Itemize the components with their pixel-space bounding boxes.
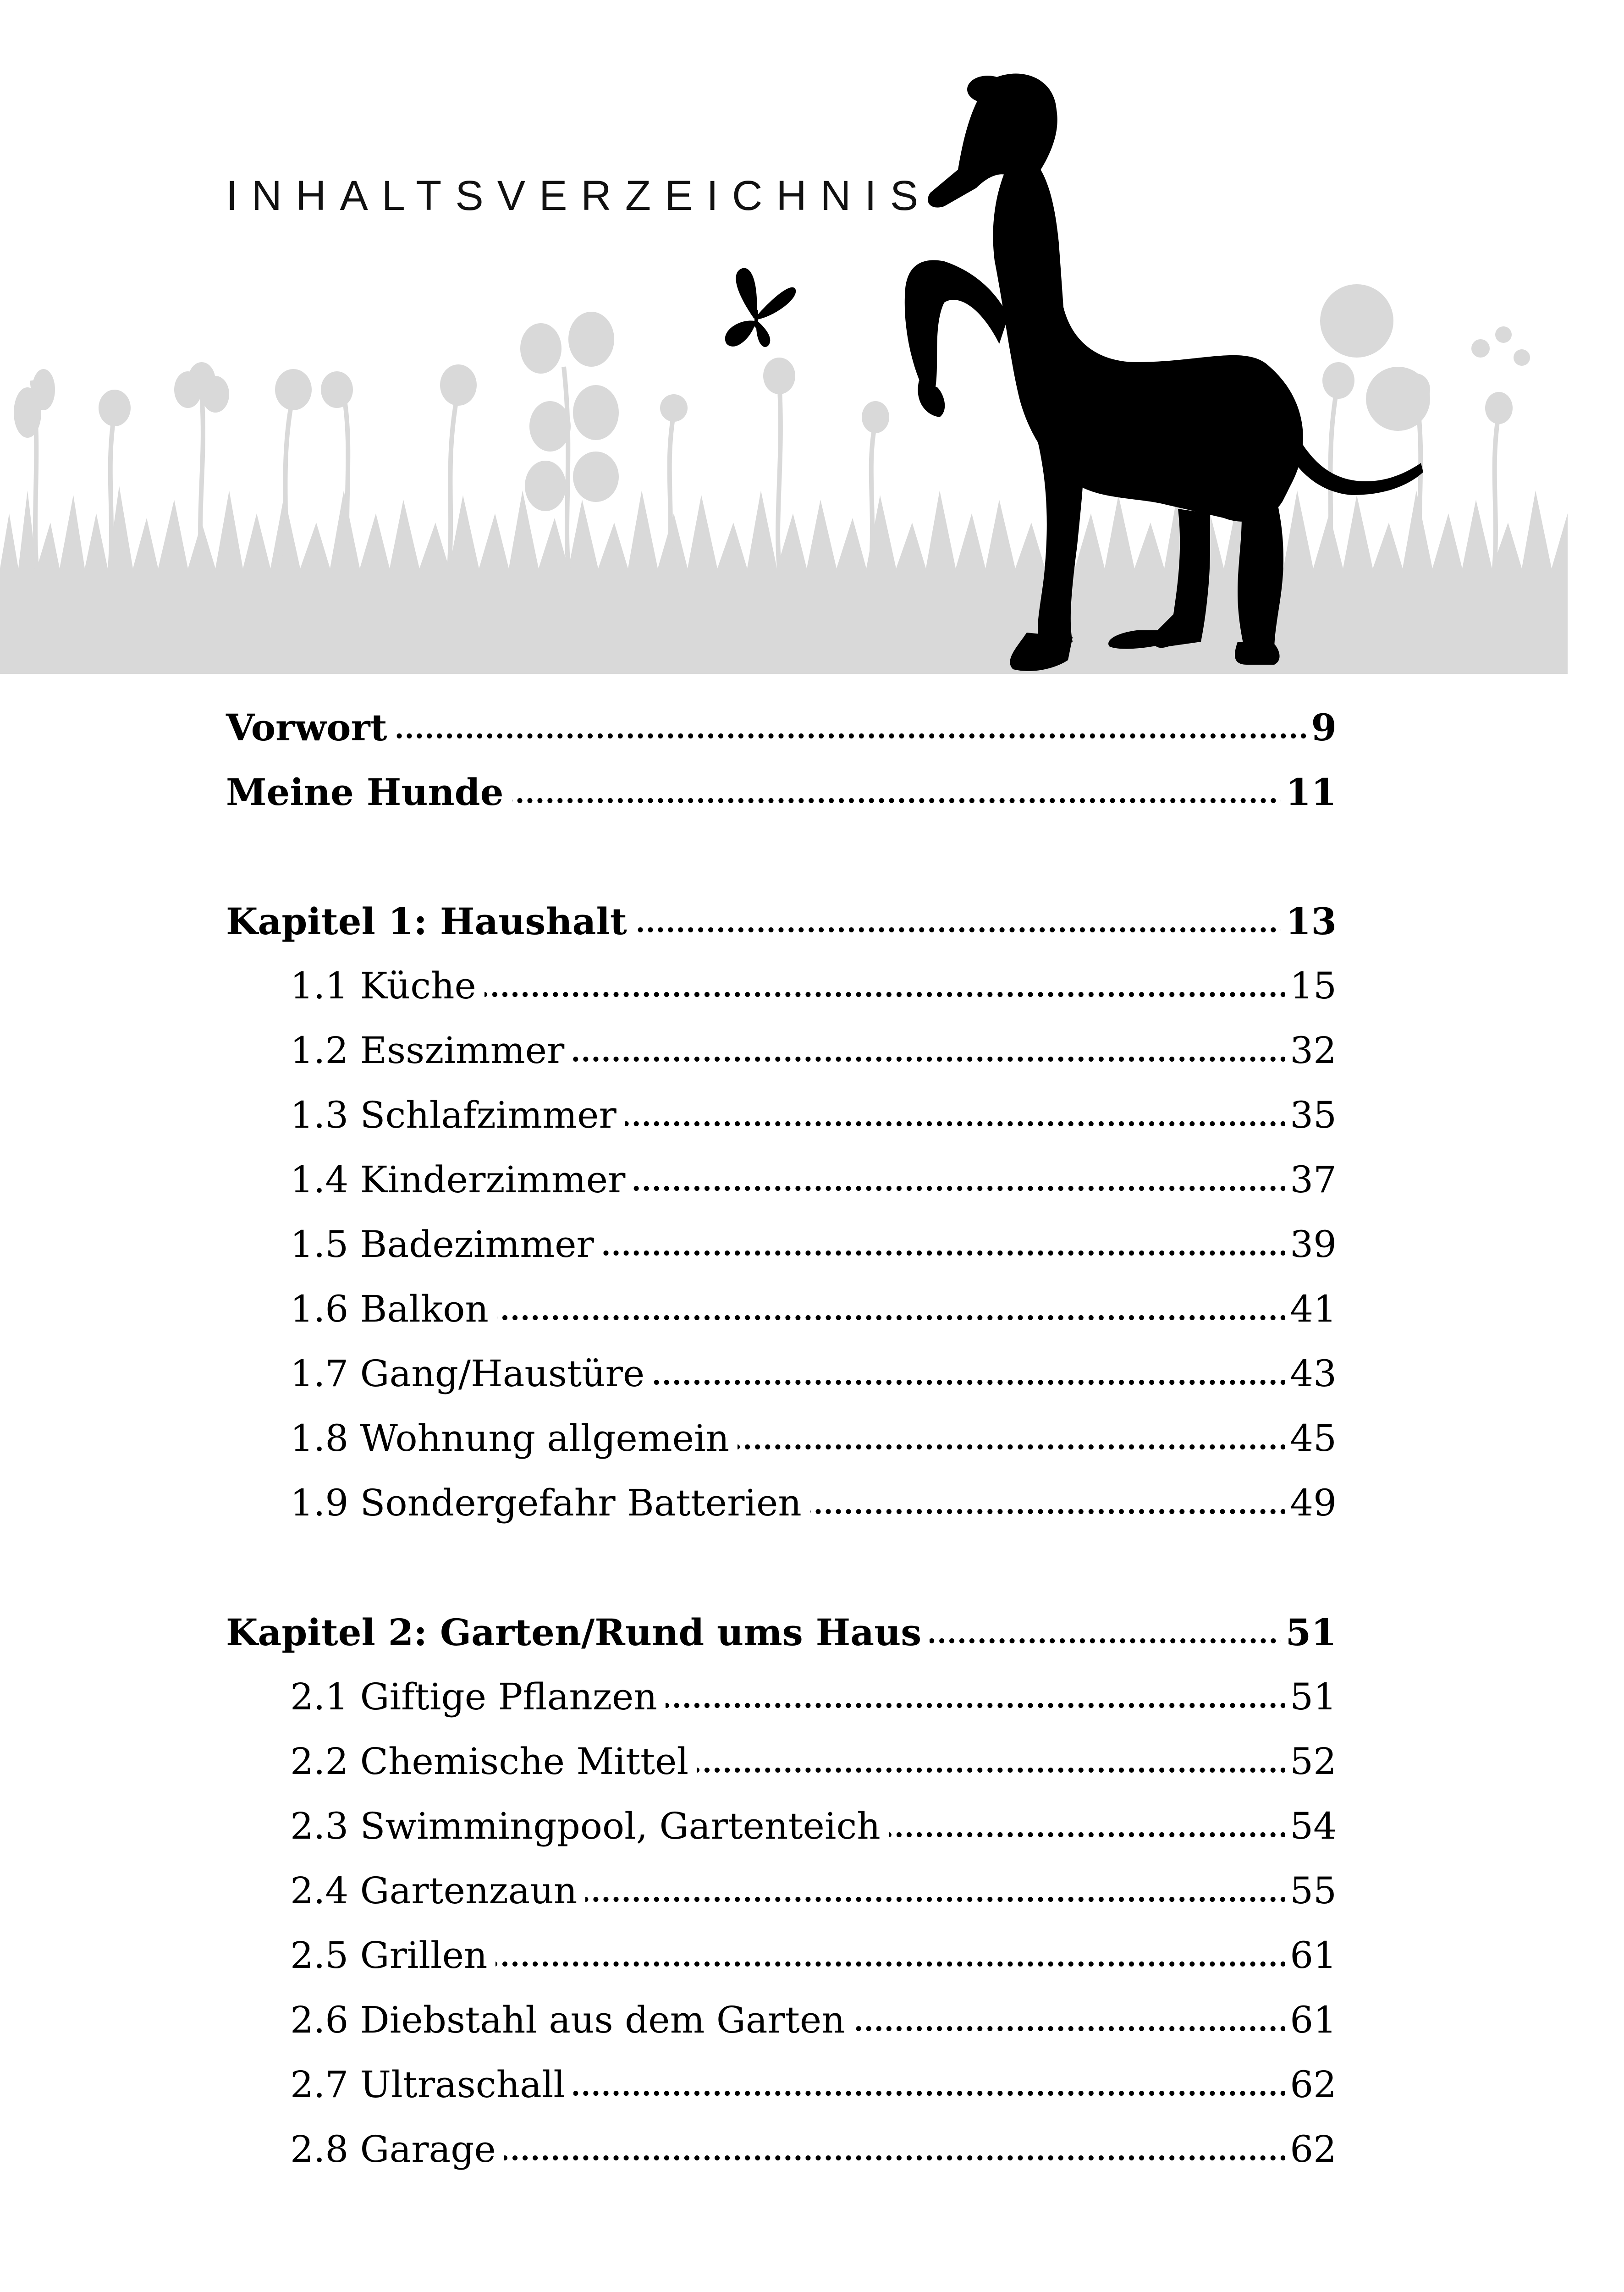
toc-section-entry [226, 2121, 1337, 2186]
toc-entry-page: 52 [1285, 1739, 1337, 1785]
toc-entry-line [290, 1416, 1337, 1461]
toc-entry-title: 2.4 Gartenzaun [290, 1868, 585, 1914]
toc-section-entry [226, 1669, 1337, 1733]
toc-section-entry [226, 958, 1337, 1022]
toc-section-entry [226, 1927, 1337, 1992]
toc-entry-line [290, 1480, 1337, 1526]
toc-entry-title: 1.9 Sondergefahr Batterien [290, 1480, 810, 1526]
toc-entry-page: 43 [1285, 1351, 1337, 1397]
toc-section-entry [226, 1216, 1337, 1281]
toc-entry-page: 51 [1281, 1609, 1337, 1655]
toc-entry-line [290, 1803, 1337, 1849]
toc-entry-page: 61 [1285, 1933, 1337, 1978]
toc-entry-title: 1.7 Gang/Haustüre [290, 1351, 653, 1397]
toc-entry-page: 54 [1285, 1803, 1337, 1849]
toc-entry-page: 39 [1285, 1222, 1337, 1267]
toc-section-entry [226, 1152, 1337, 1216]
toc-chapter-entry [226, 764, 1337, 828]
toc-entry-title: 1.6 Balkon [290, 1286, 497, 1332]
toc-entry-page: 32 [1285, 1028, 1337, 1074]
table-of-contents [226, 699, 1337, 2186]
toc-entry-title: 1.1 Küche [290, 963, 484, 1009]
toc-entry-title: Meine Hunde [226, 769, 512, 815]
toc-entry-page: 61 [1285, 1997, 1337, 2043]
toc-entry-line [290, 1028, 1337, 1074]
toc-entry-line [290, 2127, 1337, 2172]
toc-entry-line [290, 1868, 1337, 1914]
toc-entry-page: 62 [1285, 2127, 1337, 2172]
toc-entry-page: 15 [1285, 963, 1337, 1009]
toc-entry-line [290, 1157, 1337, 1203]
toc-section-entry [226, 1281, 1337, 1345]
toc-entry-line [226, 898, 1337, 944]
toc-entry-page: 11 [1281, 769, 1337, 815]
toc-section-entry [226, 1475, 1337, 1539]
toc-entry-page: 41 [1285, 1286, 1337, 1332]
toc-entry-page: 9 [1306, 705, 1337, 750]
toc-entry-line [290, 1674, 1337, 1720]
toc-entry-page: 51 [1285, 1674, 1337, 1720]
toc-entry-page: 62 [1285, 2062, 1337, 2108]
toc-entry-line [226, 769, 1337, 815]
toc-entry-line [290, 1351, 1337, 1397]
toc-entry-title: 2.8 Garage [290, 2127, 504, 2172]
toc-entry-line [290, 1286, 1337, 1332]
toc-entry-line [290, 1092, 1337, 1138]
toc-section-entry [226, 1022, 1337, 1087]
toc-entry-title: 1.8 Wohnung allgemein [290, 1416, 738, 1461]
toc-heading: INHALTSVERZEICHNIS [226, 172, 932, 219]
toc-entry-line [226, 705, 1337, 750]
toc-entry-title: 1.3 Schlafzimmer [290, 1092, 625, 1138]
dog-silhouette [880, 69, 1430, 706]
toc-entry-title: 2.6 Diebstahl aus dem Garten [290, 1997, 853, 2043]
toc-entry-page: 55 [1285, 1868, 1337, 1914]
toc-section-entry [226, 1992, 1337, 2056]
toc-chapter-entry [226, 699, 1337, 764]
toc-section-entry [226, 1345, 1337, 1410]
toc-entry-title: 2.3 Swimmingpool, Gartenteich [290, 1803, 889, 1849]
toc-entry-title: 2.2 Chemische Mittel [290, 1739, 697, 1785]
toc-entry-title: 2.7 Ultraschall [290, 2062, 573, 2108]
toc-section-entry [226, 2056, 1337, 2121]
toc-entry-line [290, 1739, 1337, 1785]
toc-chapter-entry [226, 1604, 1337, 1669]
toc-section-entry [226, 1087, 1337, 1152]
toc-entry-title: 1.4 Kinderzimmer [290, 1157, 633, 1203]
toc-entry-line [290, 1933, 1337, 1978]
toc-entry-line [290, 1997, 1337, 2043]
toc-entry-line [290, 1222, 1337, 1267]
toc-entry-title: Kapitel 2: Garten/Rund ums Haus [226, 1609, 930, 1655]
toc-entry-line [290, 963, 1337, 1009]
toc-entry-page: 35 [1285, 1092, 1337, 1138]
toc-entry-line [226, 1609, 1337, 1655]
toc-entry-title: Kapitel 1: Haushalt [226, 898, 635, 944]
toc-chapter-entry [226, 893, 1337, 958]
toc-entry-page: 45 [1285, 1416, 1337, 1461]
toc-entry-title: 2.1 Giftige Pflanzen [290, 1674, 666, 1720]
toc-section-entry [226, 1798, 1337, 1862]
toc-entry-title: 2.5 Grillen [290, 1933, 495, 1978]
toc-section-entry [226, 1410, 1337, 1475]
butterfly-silhouette [710, 264, 802, 355]
toc-entry-title: Vorwort [226, 705, 396, 750]
toc-section-entry [226, 1733, 1337, 1798]
toc-section-entry [226, 1862, 1337, 1927]
toc-entry-title: 1.5 Badezimmer [290, 1222, 602, 1267]
toc-entry-title: 1.2 Esszimmer [290, 1028, 573, 1074]
toc-entry-line [290, 2062, 1337, 2108]
toc-entry-page: 13 [1281, 898, 1337, 944]
toc-entry-page: 37 [1285, 1157, 1337, 1203]
toc-entry-page: 49 [1285, 1480, 1337, 1526]
